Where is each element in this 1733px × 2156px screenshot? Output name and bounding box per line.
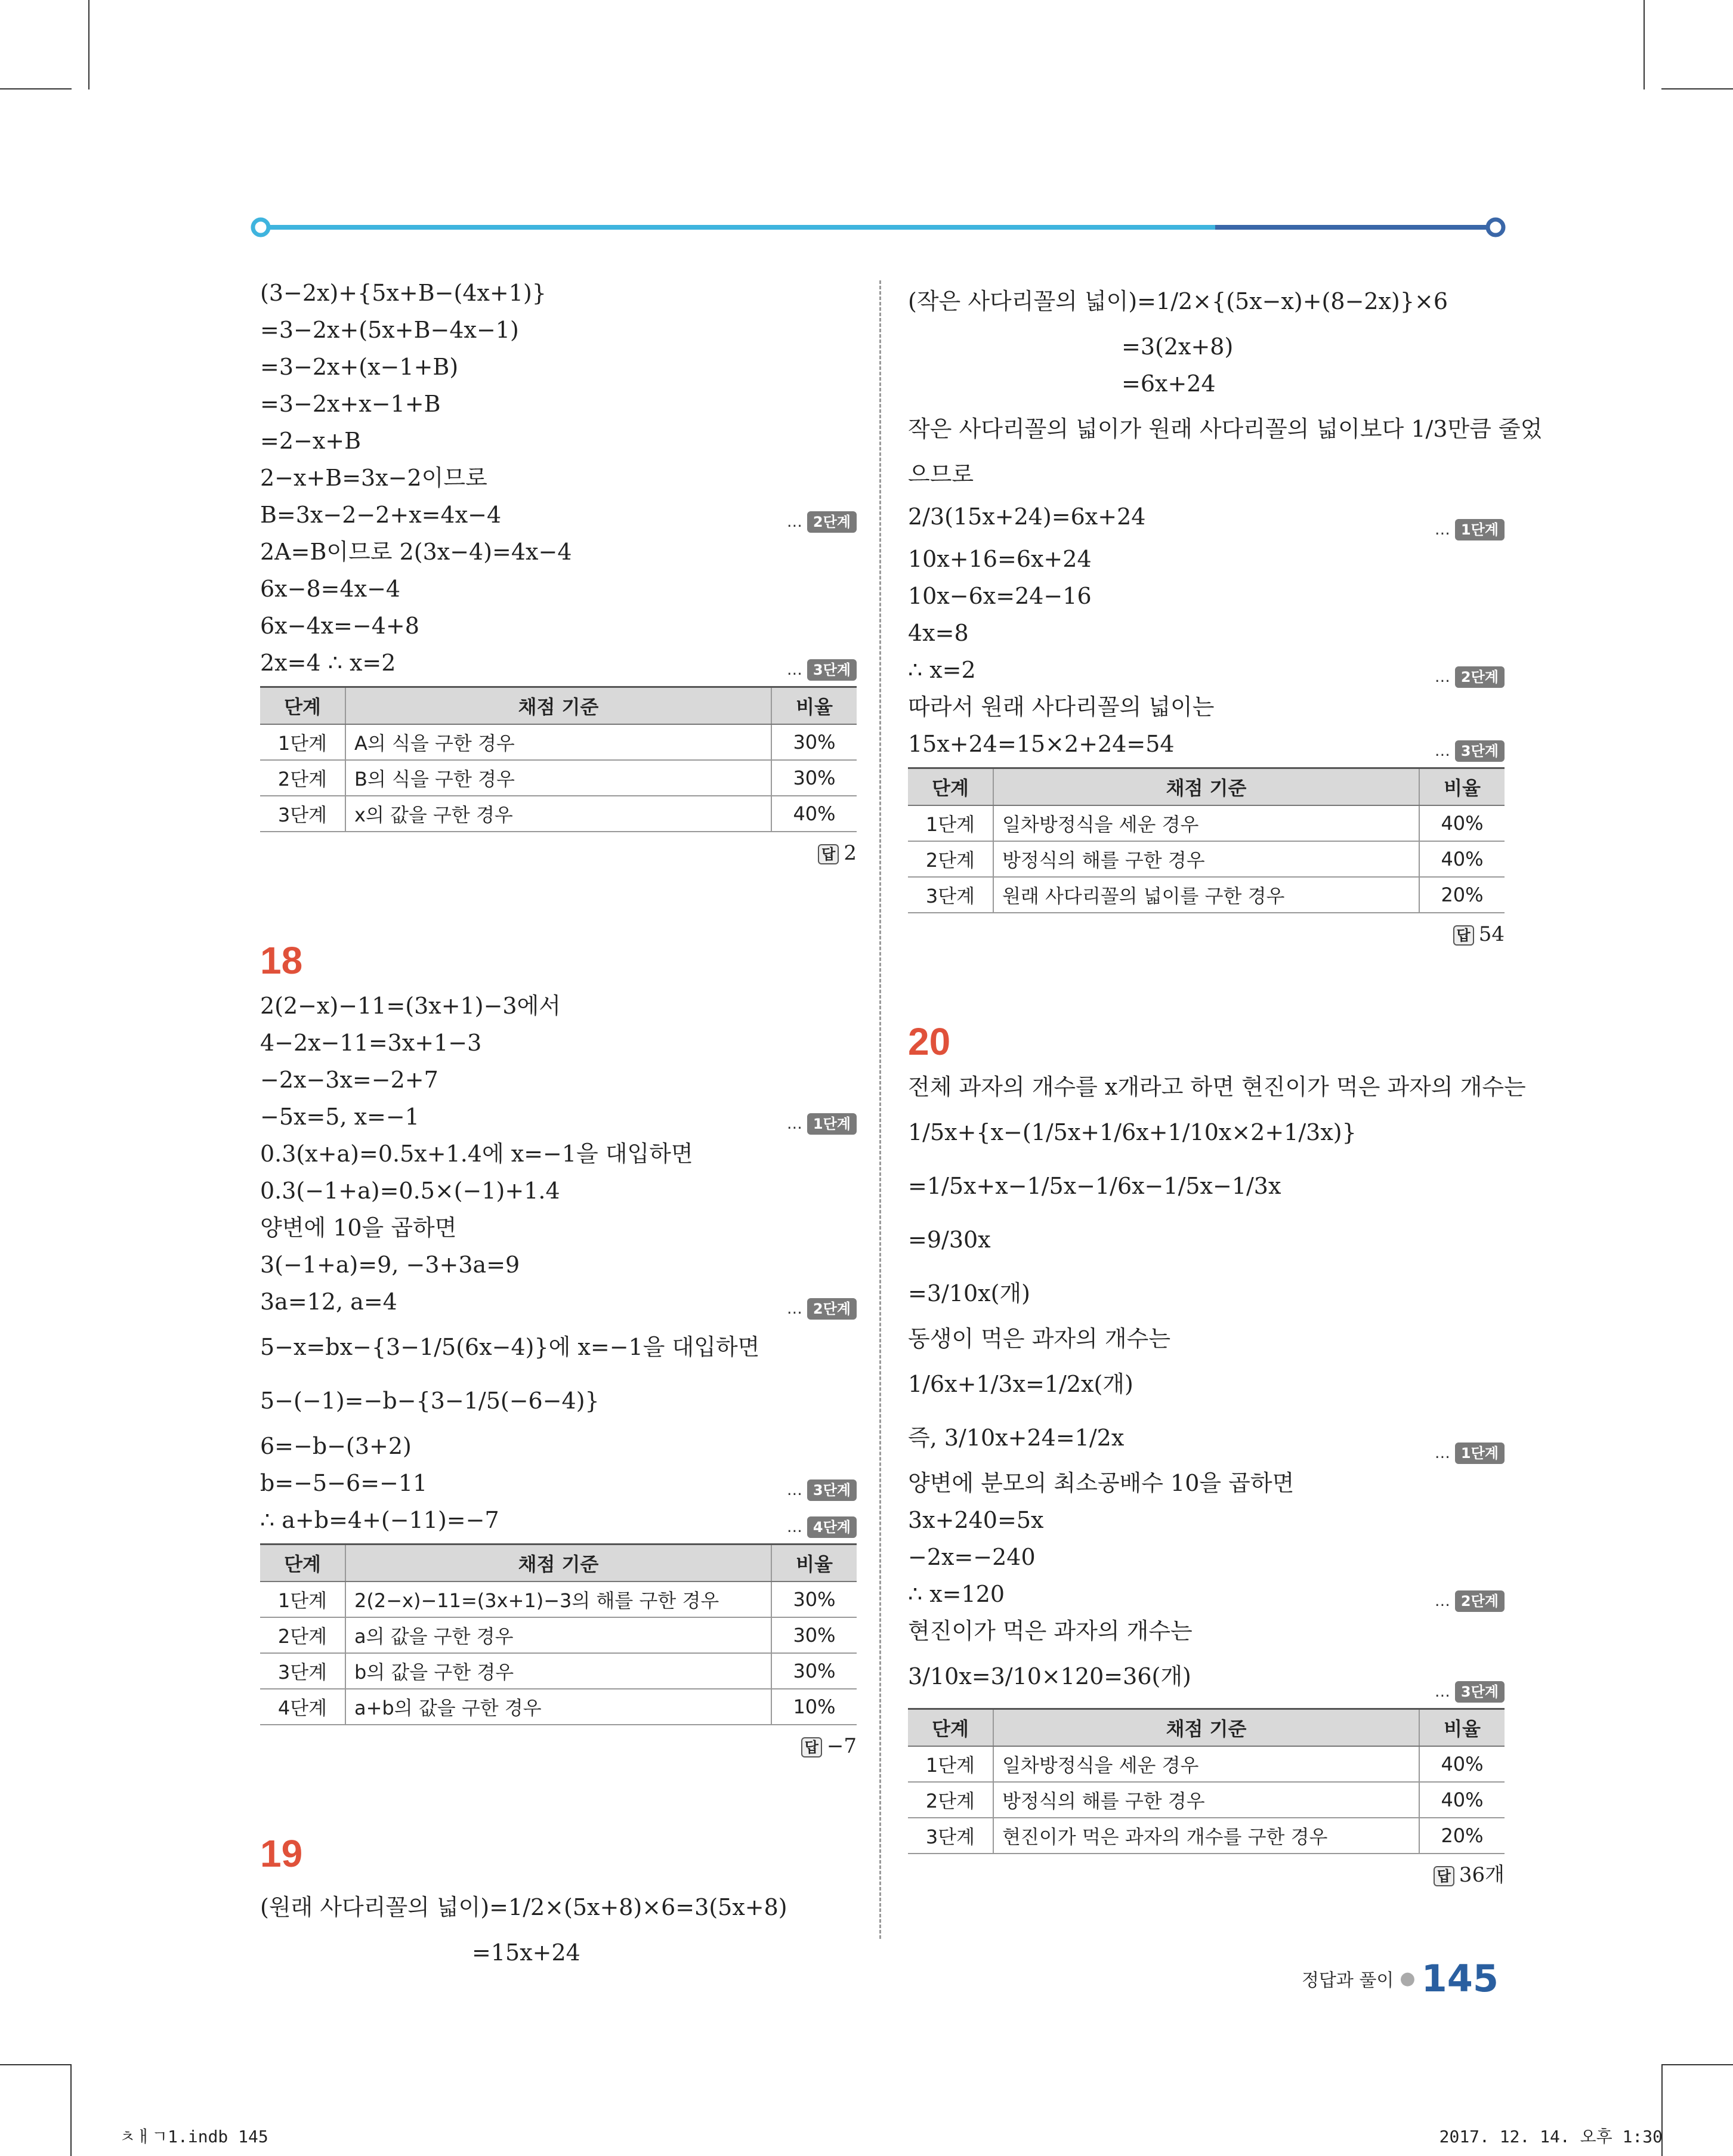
print-slug-file: ㅊㅐㄱ1.indb 145 — [119, 2127, 268, 2146]
problem-number: 18 — [260, 939, 303, 982]
math-line: 6x−4x=−4+8 — [260, 613, 419, 639]
print-slug-date: 2017. 12. 14. 오후 1:30 — [1439, 2127, 1663, 2146]
answer: 답 −7 — [260, 1725, 857, 1767]
math-line: =3−2x+(5x+B−4x−1) — [260, 317, 519, 343]
math-line: 따라서 원래 사다리꼴의 넓이는 — [908, 694, 1215, 720]
column-divider — [879, 280, 881, 1939]
crop-mark — [0, 2064, 72, 2065]
problem-number: 19 — [260, 1832, 303, 1875]
math-line: =1/5x+x−1/5x−1/6x−1/5x−1/3x — [908, 1173, 1281, 1199]
table-row: 3단계 원래 사다리꼴의 넓이를 구한 경우 20% — [908, 877, 1505, 913]
math-line: 1/6x+1/3x=1/2x(개) — [908, 1371, 1133, 1397]
math-line: 4x=8 — [908, 620, 969, 646]
math-line: 3a=12, a=4 … 2단계 — [260, 1283, 857, 1320]
step-marker: … 2단계 — [787, 504, 857, 540]
math-line: =9/30x — [908, 1227, 991, 1253]
math-line: 5−(−1)=−b−{3−1/5(−6−4)} — [260, 1388, 600, 1414]
answer: 답 36개 — [908, 1854, 1505, 1896]
step-marker: … 3단계 — [787, 1472, 857, 1509]
crop-mark — [1644, 0, 1645, 89]
table-row: 4단계 a+b의 값을 구한 경우 10% — [260, 1689, 857, 1725]
step-marker: … 4단계 — [787, 1509, 857, 1546]
math-line: 2−x+B=3x−2이므로 — [260, 465, 487, 491]
math-line: 현진이가 먹은 과자의 개수는 — [908, 1618, 1193, 1644]
math-line: ∴ a+b=4+(−11)=−7 … 4단계 — [260, 1502, 857, 1539]
table-row: 2단계 방정식의 해를 구한 경우 40% — [908, 1782, 1505, 1818]
math-line: b=−5−6=−11 … 3단계 — [260, 1465, 857, 1502]
math-line: =3(2x+8) — [1122, 333, 1234, 360]
page-footer — [1302, 1957, 1499, 2000]
left-column — [260, 274, 857, 1971]
table-row: 2단계 a의 값을 구한 경우 30% — [260, 1617, 857, 1653]
math-line: 3x+240=5x — [908, 1507, 1044, 1533]
math-line: 10x+16=6x+24 — [908, 546, 1092, 572]
step-marker: … 3단계 — [787, 651, 857, 688]
math-line: =3/10x(개) — [908, 1280, 1030, 1306]
step-marker: … 1단계 — [787, 1105, 857, 1142]
right-column — [908, 274, 1543, 1896]
math-line: 양변에 10을 곱하면 — [260, 1215, 457, 1241]
math-line: 10x−6x=24−16 — [908, 583, 1092, 609]
scoring-table: 단계 채점 기준 비율 1단계 일차방정식을 세운 경우 40% 2단계 방정식의 해를 구한 경우 40% 3단계 현진이가 먹은 과자의 개수를 구한 경우 20% — [908, 1708, 1505, 1854]
math-line: 양변에 분모의 최소공배수 10을 곱하면 — [908, 1470, 1295, 1496]
step-marker: … 2단계 — [1435, 1583, 1505, 1620]
scoring-table: 단계 채점 기준 비율 1단계 A의 식을 구한 경우 30% 2단계 B의 식을 구한 경우 30% 3단계 x의 값을 구한 경우 40% — [260, 686, 857, 832]
math-line: 2x=4 ∴ x=2 … 3단계 — [260, 644, 857, 681]
section-title: 정답과 풀이 — [1301, 1970, 1394, 1991]
math-line: 6x−8=4x−4 — [260, 576, 401, 602]
math-line: =2−x+B — [260, 428, 362, 454]
math-line: −2x=−240 — [908, 1544, 1036, 1570]
step-marker: … 1단계 — [1435, 1426, 1505, 1480]
math-line: 으므로 — [908, 461, 974, 487]
math-line: 즉, 3/10x+24=1/2x … 1단계 — [908, 1411, 1505, 1465]
table-row: 2단계 방정식의 해를 구한 경우 40% — [908, 841, 1505, 877]
math-line: 1/5x+{x−(1/5x+1/6x+1/10x×2+1/3x)} — [908, 1119, 1357, 1145]
answer: 답 2 — [260, 832, 857, 874]
crop-mark — [88, 0, 89, 89]
step-marker: … 2단계 — [1435, 659, 1505, 696]
answer: 답 54 — [908, 913, 1505, 955]
table-row: 3단계 현진이가 먹은 과자의 개수를 구한 경우 20% — [908, 1818, 1505, 1854]
table-row: 2단계 B의 식을 구한 경우 30% — [260, 760, 857, 796]
crop-mark — [1661, 2064, 1733, 2065]
math-line: (3−2x)+{5x+B−(4x+1)} — [260, 280, 546, 306]
table-row: 1단계 A의 식을 구한 경우 30% — [260, 724, 857, 760]
page-number: 145 — [1421, 1957, 1499, 2000]
math-line: =3−2x+x−1+B — [260, 391, 441, 417]
table-row: 3단계 x의 값을 구한 경우 40% — [260, 796, 857, 832]
crop-mark — [0, 88, 72, 89]
math-line: 작은 사다리꼴의 넓이가 원래 사다리꼴의 넓이보다 1/3만큼 줄었 — [908, 416, 1543, 442]
math-line: 5−x=bx−{3−1/5(6x−4)}에 x=−1을 대입하면 — [260, 1334, 760, 1360]
math-line: 0.3(−1+a)=0.5×(−1)+1.4 — [260, 1178, 560, 1204]
math-line: 3/10x=3/10×120=36(개) … 3단계 — [908, 1650, 1505, 1703]
math-line: (작은 사다리꼴의 넓이)=1/2×{(5x−x)+(8−2x)}×6 — [908, 288, 1448, 314]
math-line: 2(2−x)−11=(3x+1)−3에서 — [260, 993, 561, 1019]
math-line: 동생이 먹은 과자의 개수는 — [908, 1326, 1171, 1352]
math-line: −2x−3x=−2+7 — [260, 1067, 438, 1093]
math-line: B=3x−2−2+x=4x−4 … 2단계 — [260, 496, 857, 533]
math-line: 전체 과자의 개수를 x개라고 하면 현진이가 먹은 과자의 개수는 — [908, 1074, 1526, 1100]
math-line: −5x=5, x=−1 … 1단계 — [260, 1098, 857, 1135]
problem-number: 20 — [908, 1020, 951, 1063]
table-row: 3단계 b의 값을 구한 경우 30% — [260, 1653, 857, 1689]
math-line: ∴ x=2 … 2단계 — [908, 651, 1505, 688]
table-row: 1단계 2(2−x)−11=(3x+1)−3의 해를 구한 경우 30% — [260, 1582, 857, 1617]
step-marker: … 3단계 — [1435, 733, 1505, 770]
scoring-table: 단계 채점 기준 비율 1단계 2(2−x)−11=(3x+1)−3의 해를 구한 경우 30% 2단계 a의 값을 구한 경우 30% 3단계 b의 값을 구한 경우 30% 4단계 a+b의 값을 구한 경우 10% — [260, 1543, 857, 1725]
math-line: ∴ x=120 … 2단계 — [908, 1576, 1505, 1613]
math-line: =15x+24 — [472, 1939, 580, 1966]
table-row: 1단계 일차방정식을 세운 경우 40% — [908, 805, 1505, 841]
scoring-table: 단계 채점 기준 비율 1단계 일차방정식을 세운 경우 40% 2단계 방정식의 해를 구한 경우 40% 3단계 원래 사다리꼴의 넓이를 구한 경우 20% — [908, 767, 1505, 913]
bullet-icon: ● — [1400, 1968, 1416, 1989]
math-line: 6=−b−(3+2) — [260, 1433, 412, 1459]
math-line: 2/3(15x+24)=6x+24 … 1단계 — [908, 493, 1505, 540]
math-line: (원래 사다리꼴의 넓이)=1/2×(5x+8)×6=3(5x+8) — [260, 1894, 787, 1920]
math-line: 15x+24=15×2+24=54 … 3단계 — [908, 725, 1505, 762]
math-line: =6x+24 — [1122, 370, 1216, 397]
step-marker: … 1단계 — [1435, 506, 1505, 554]
header-bar — [251, 217, 1506, 237]
math-line: 4−2x−11=3x+1−3 — [260, 1030, 482, 1056]
math-line: 0.3(x+a)=0.5x+1.4에 x=−1을 대입하면 — [260, 1141, 693, 1167]
step-marker: … 3단계 — [1435, 1665, 1505, 1719]
crop-mark — [70, 2064, 72, 2156]
math-line: 2A=B이므로 2(3x−4)=4x−4 — [260, 539, 572, 565]
crop-mark — [1661, 88, 1733, 89]
math-line: 3(−1+a)=9, −3+3a=9 — [260, 1252, 520, 1278]
math-line: =3−2x+(x−1+B) — [260, 354, 459, 380]
table-row: 1단계 일차방정식을 세운 경우 40% — [908, 1746, 1505, 1782]
step-marker: … 2단계 — [787, 1290, 857, 1327]
